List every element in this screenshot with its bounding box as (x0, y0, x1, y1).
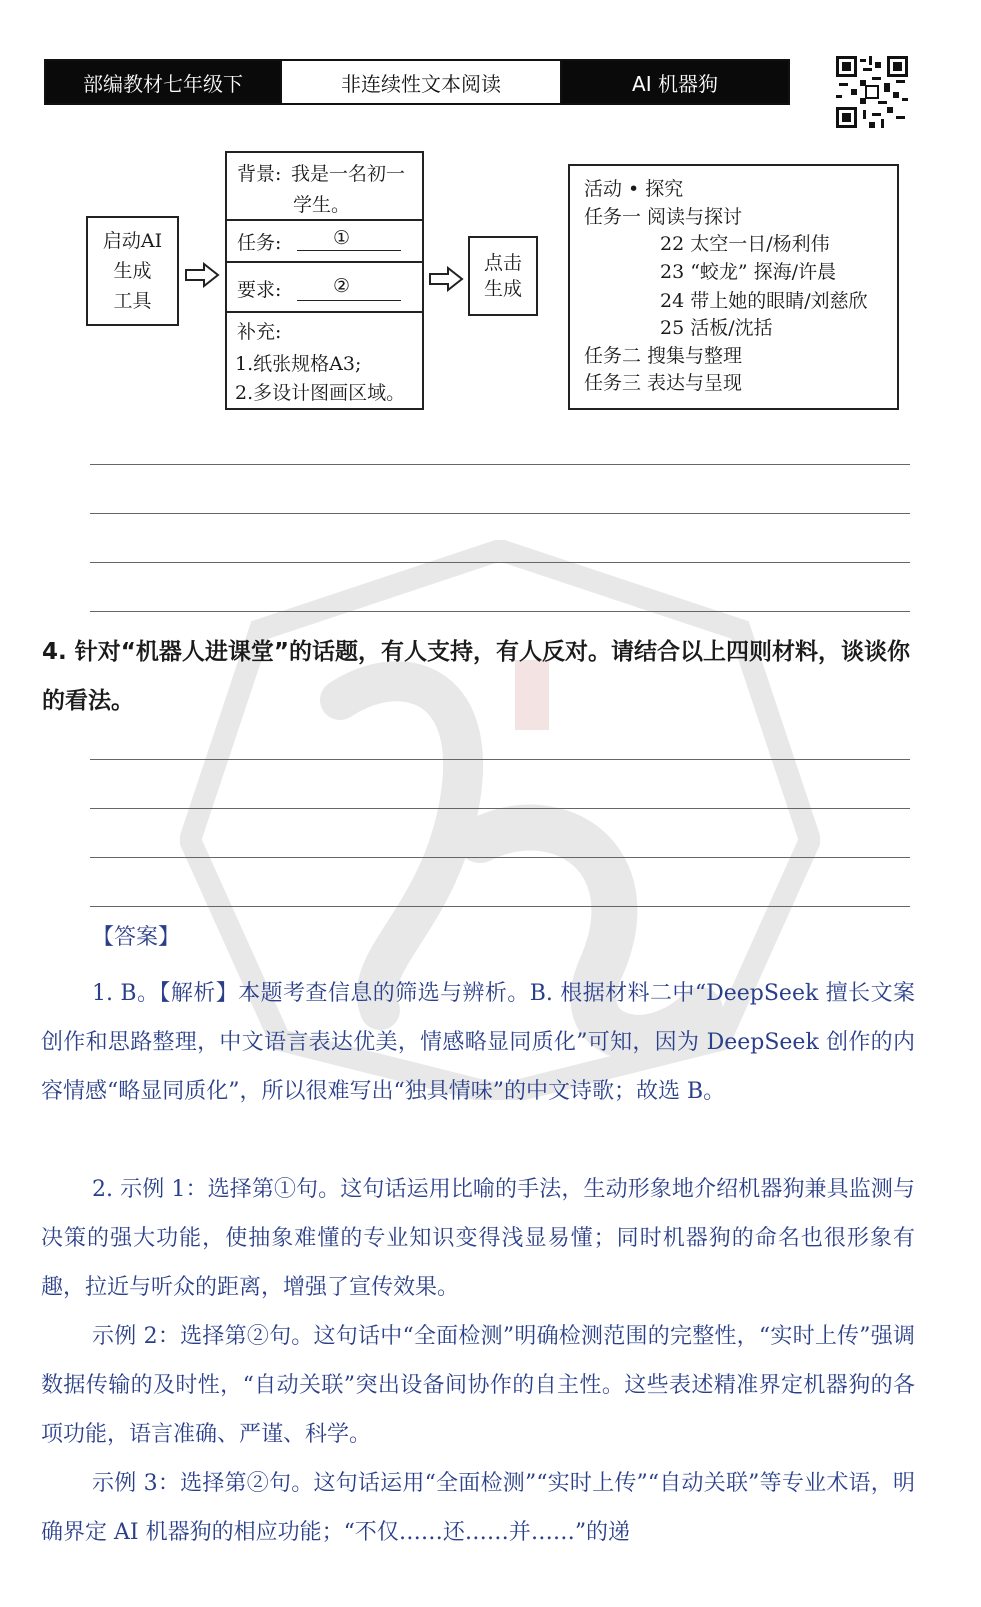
task-blank-number: ① (333, 227, 351, 249)
form-task-row (227, 221, 422, 263)
header-title: AI 机器狗 (562, 61, 788, 103)
activity-item-25: 25 活板/沈括 (660, 317, 773, 339)
answer-line[interactable] (90, 611, 910, 612)
answer-line[interactable] (90, 857, 910, 858)
answer-line[interactable] (90, 759, 910, 760)
header-textbook: 部编教材七年级下 (46, 61, 280, 103)
click-box-line2: 生成 (483, 278, 522, 300)
answer-2-example-2: 示例 2：选择第②句。这句话中“全面检测”明确检测范围的完整性，“实时上传”强调数据传输的及时性，“自动关联”突出设备间协作的自主性。这些表述精准界定机器狗的各项功能，语言准确、严谨、科学。 (41, 1324, 915, 1447)
click-box-line1: 点击 (483, 252, 522, 274)
activity-task1: 任务一 阅读与探讨 (584, 206, 743, 228)
qr-code (836, 56, 908, 128)
answer-line[interactable] (90, 562, 910, 563)
requirement-label: 要求: (237, 279, 282, 301)
start-box-line1: 启动AI (102, 230, 163, 252)
background-text-line1: 我是一名初一 (291, 163, 406, 185)
activity-task3: 任务三 表达与呈现 (584, 372, 743, 394)
answer-heading: 【答案】 (92, 925, 181, 950)
question-4: 4. 针对“机器人进课堂”的话题，有人支持，有人反对。请结合以上四则材料，谈谈你的看法。 (42, 639, 910, 714)
header-band (44, 59, 790, 105)
header-topic: 非连续性文本阅读 (280, 61, 562, 103)
start-box-line2: 生成 (113, 260, 152, 282)
start-ai-tool-box (86, 216, 179, 326)
answer-line[interactable] (90, 464, 910, 465)
background-text-line2: 学生。 (293, 194, 351, 216)
requirement-blank-underline (297, 300, 401, 301)
supplement-label: 补充: (237, 321, 282, 343)
answer-1: 1. B。【解析】本题考查信息的筛选与辨析。B. 根据材料二中“DeepSeek 擅长文案创作和思路整理，中文语言表达优美，情感略显同质化”可知，因为 DeepSeek 创作的内容情感“略显同质化”，所以很难写出“独具情味”的中文诗歌；故选 B。 (41, 981, 915, 1104)
answer-line[interactable] (90, 808, 910, 809)
activity-item-24: 24 带上她的眼睛/刘慈欣 (660, 290, 868, 312)
task-blank-underline (297, 250, 401, 251)
activity-title: 活动 • 探究 (584, 178, 684, 200)
prompt-form-box (225, 151, 424, 410)
arrow-right-icon (184, 262, 220, 288)
arrow-right-icon (428, 266, 464, 292)
activity-explore-box (568, 164, 899, 410)
supplement-item-1: 1.纸张规格A3; (235, 353, 362, 375)
form-supplement-row (227, 313, 422, 408)
form-background-row (227, 153, 422, 221)
requirement-blank-number: ② (333, 275, 351, 297)
form-requirement-row (227, 263, 422, 313)
answer-2-example-1: 2. 示例 1：选择第①句。这句话运用比喻的手法，生动形象地介绍机器狗兼具监测与决策的强大功能，使抽象难懂的专业知识变得浅显易懂；同时机器狗的命名也很形象有趣，拉近与听众的距离，增强了宣传效果。 (41, 1177, 915, 1300)
click-generate-box (468, 236, 538, 316)
supplement-item-2: 2.多设计图画区域。 (235, 382, 406, 404)
activity-item-23: 23 “蛟龙” 探海/许晨 (660, 261, 837, 283)
answer-line[interactable] (90, 513, 910, 514)
start-box-line3: 工具 (113, 290, 152, 312)
background-label: 背景: (237, 163, 282, 185)
answer-2-example-3: 示例 3：选择第②句。这句话运用“全面检测”“实时上传”“自动关联”等专业术语，明确界定 AI 机器狗的相应功能；“不仅……还……并……”的递 (41, 1471, 915, 1545)
activity-item-22: 22 太空一日/杨利伟 (660, 233, 830, 255)
activity-task2: 任务二 搜集与整理 (584, 345, 743, 367)
task-label: 任务: (237, 232, 282, 254)
answer-line[interactable] (90, 906, 910, 907)
